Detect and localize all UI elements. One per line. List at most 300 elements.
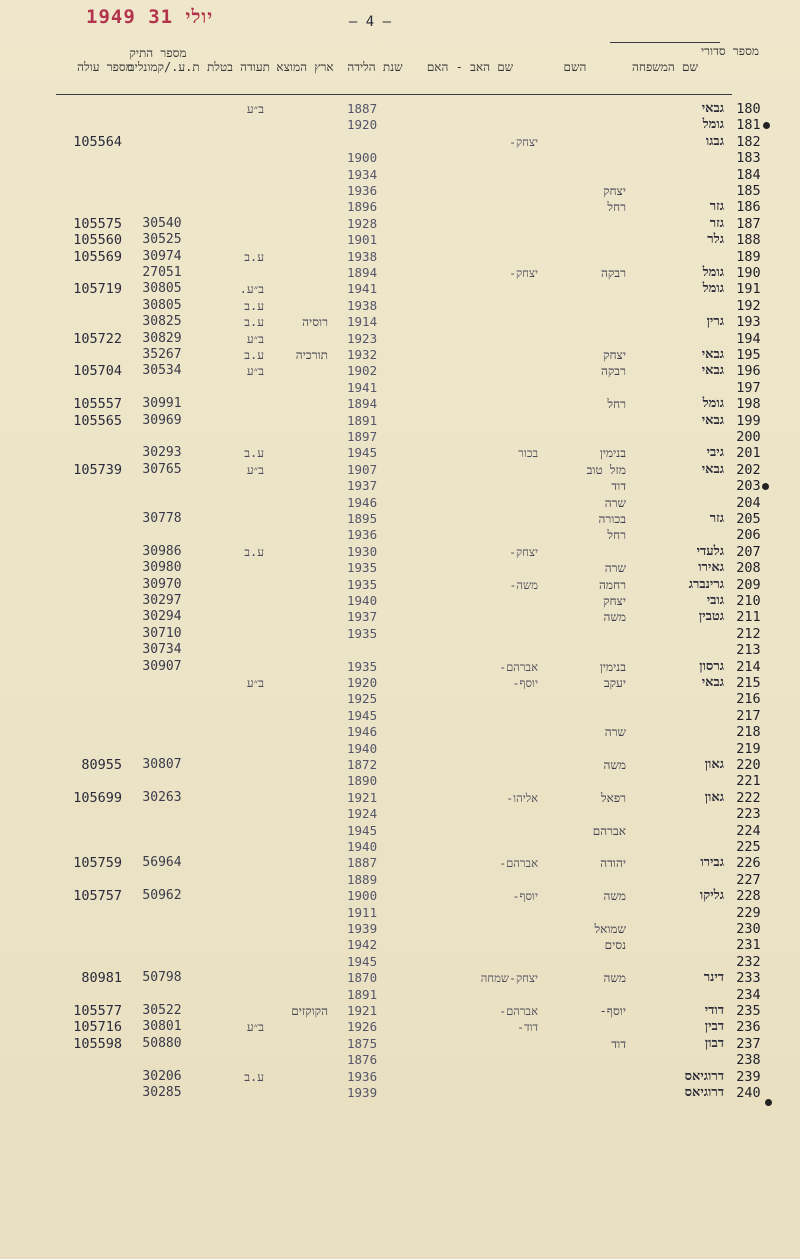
cell-first-name: אברהם xyxy=(592,823,626,838)
table-row xyxy=(0,314,800,330)
cell-certificate: ע.ב xyxy=(244,544,264,559)
table-row xyxy=(0,1052,800,1068)
cell-immigrant-number: 105757 xyxy=(73,888,122,905)
cell-immigrant-number: 105759 xyxy=(73,855,122,872)
cell-family: גטבין xyxy=(698,609,724,625)
cell-father-mother: אברהם- xyxy=(499,856,538,871)
cell-birth-year: 1900 xyxy=(347,150,378,166)
cell-file-number: 50880 xyxy=(142,1035,182,1051)
cell-file-number: 30980 xyxy=(142,560,182,576)
table-row xyxy=(0,216,800,232)
cell-birth-year: 1894 xyxy=(347,396,378,412)
table-row xyxy=(0,232,800,248)
cell-birth-year: 1870 xyxy=(347,970,378,986)
cell-number: 234 xyxy=(736,986,761,1003)
cell-number: 202 xyxy=(736,461,761,478)
cell-number: 211 xyxy=(736,609,761,626)
cell-number: 209 xyxy=(736,576,761,593)
cell-birth-year: 1932 xyxy=(347,347,378,362)
cell-family: גאון xyxy=(704,789,724,805)
table-row xyxy=(0,577,800,593)
col-header-year: שנת הלידה xyxy=(347,60,403,74)
cell-birth-year: 1937 xyxy=(347,478,378,494)
table-row xyxy=(0,855,800,871)
cell-first-name: שרה xyxy=(604,725,626,740)
cell-file-number: 30907 xyxy=(142,658,182,674)
cell-birth-year: 1939 xyxy=(347,1085,378,1100)
cell-file-number: 30522 xyxy=(142,1003,182,1018)
cell-number: 194 xyxy=(736,330,761,347)
cell-family: גבאי xyxy=(701,412,724,428)
cell-number: 190 xyxy=(736,265,761,281)
margin-dot xyxy=(763,122,770,129)
cell-certificate: ע.ב xyxy=(244,348,264,362)
cell-number: 187 xyxy=(736,215,761,232)
table-row xyxy=(0,281,800,297)
cell-family: דרוגיאס xyxy=(684,1085,724,1100)
col-header-father: שם האב - האם xyxy=(426,60,514,74)
cell-number: 218 xyxy=(736,724,761,741)
cell-number: 203 xyxy=(736,478,761,495)
cell-family: גומל xyxy=(702,281,724,297)
cell-file-number: 30825 xyxy=(142,314,182,330)
cell-immigrant-number: 105569 xyxy=(73,248,122,265)
cell-origin: רוסיה xyxy=(302,315,328,330)
cell-number: 197 xyxy=(736,379,761,396)
cell-number: 213 xyxy=(736,642,761,659)
cell-number: 206 xyxy=(736,527,761,544)
cell-birth-year: 1945 xyxy=(347,822,378,838)
table-row xyxy=(0,888,800,904)
cell-number: 191 xyxy=(736,281,761,298)
cell-birth-year: 1928 xyxy=(347,215,378,231)
table-row xyxy=(0,331,800,347)
table-row xyxy=(0,101,800,117)
table-row xyxy=(0,1019,800,1035)
cell-certificate: ב״ע xyxy=(246,462,264,477)
cell-birth-year: 1942 xyxy=(347,937,378,953)
cell-file-number: 30805 xyxy=(142,297,182,313)
table-row xyxy=(0,183,800,199)
cell-number: 201 xyxy=(736,445,761,462)
cell-first-name: רפאל xyxy=(601,790,626,805)
cell-number: 204 xyxy=(736,494,761,511)
cell-first-name: רבקה xyxy=(600,364,626,379)
cell-birth-year: 1946 xyxy=(347,494,378,510)
cell-birth-year: 1894 xyxy=(347,265,378,280)
table-row xyxy=(0,921,800,937)
table-row xyxy=(0,363,800,379)
cell-family: דבין xyxy=(704,1019,724,1035)
cell-father-mother: דוד- xyxy=(517,1020,538,1035)
cell-file-number: 30710 xyxy=(142,625,182,641)
cell-family: דבון xyxy=(704,1035,724,1051)
date-stamp: 1949 יולי 31 xyxy=(86,6,214,28)
table-row xyxy=(0,167,800,183)
cell-father-mother: אליהו- xyxy=(506,790,538,805)
cell-certificate: ב״ע xyxy=(246,1020,264,1035)
cell-birth-year: 1920 xyxy=(347,675,378,690)
cell-family: גבאי xyxy=(701,461,724,477)
table-row xyxy=(0,724,800,740)
cell-number: 225 xyxy=(736,839,761,855)
cell-birth-year: 1936 xyxy=(347,183,378,198)
cell-certificate: ב״ע xyxy=(246,364,264,379)
table-row xyxy=(0,626,800,642)
header-rule-bottom xyxy=(56,94,732,95)
margin-dot xyxy=(762,483,769,490)
cell-first-name: בנימין xyxy=(599,659,626,674)
table-row xyxy=(0,741,800,757)
cell-first-name: שרה xyxy=(604,561,626,576)
cell-number: 193 xyxy=(736,314,761,331)
table-row xyxy=(0,757,800,773)
table-row xyxy=(0,1069,800,1085)
table-row xyxy=(0,134,800,150)
cell-immigrant-number: 105575 xyxy=(73,215,122,232)
table-row xyxy=(0,150,800,166)
cell-birth-year: 1935 xyxy=(347,625,378,641)
cell-family: גומל xyxy=(702,265,724,280)
cell-first-name: משה xyxy=(603,758,626,772)
cell-birth-year: 1887 xyxy=(347,101,378,116)
cell-first-name: יצחק xyxy=(603,184,626,198)
cell-family: גבאי xyxy=(701,675,724,690)
cell-father-mother: יצחק-שמחה xyxy=(480,971,538,986)
cell-certificate: ע.ב xyxy=(244,446,264,461)
cell-file-number: 30778 xyxy=(142,511,182,526)
cell-number: 185 xyxy=(736,183,761,199)
cell-file-number: 35267 xyxy=(142,347,182,362)
cell-first-name: משה xyxy=(603,889,626,904)
cell-birth-year: 1891 xyxy=(347,986,378,1002)
cell-number: 238 xyxy=(736,1052,761,1069)
cell-number: 239 xyxy=(736,1068,761,1085)
cell-file-number: 30297 xyxy=(142,593,182,608)
cell-birth-year: 1902 xyxy=(347,363,378,379)
cell-immigrant-number: 105719 xyxy=(73,281,122,298)
col-header-family: שם המשפחה xyxy=(631,60,698,74)
cell-birth-year: 1876 xyxy=(347,1052,378,1068)
cell-birth-year: 1935 xyxy=(347,658,378,674)
table-row xyxy=(0,806,800,822)
cell-birth-year: 1911 xyxy=(347,904,378,920)
cell-file-number: 30970 xyxy=(142,576,182,592)
cell-family: גזר xyxy=(709,215,724,231)
cell-birth-year: 1930 xyxy=(347,543,378,559)
col-header-file: מספר התיק xyxy=(129,46,187,60)
table-row xyxy=(0,495,800,511)
cell-father-mother: יצחק- xyxy=(509,266,538,280)
cell-family: גיבי xyxy=(706,445,724,461)
cell-family: גליקו xyxy=(699,888,724,904)
cell-number: 183 xyxy=(736,150,761,167)
table-row xyxy=(0,642,800,658)
cell-number: 235 xyxy=(736,1003,761,1019)
cell-number: 216 xyxy=(736,691,761,708)
cell-number: 180 xyxy=(736,101,761,117)
cell-birth-year: 1935 xyxy=(347,560,378,576)
cell-birth-year: 1925 xyxy=(347,691,378,707)
cell-certificate: ב״ע xyxy=(246,676,264,690)
cell-number: 232 xyxy=(736,953,761,970)
cell-file-number: 30765 xyxy=(142,461,182,477)
cell-first-name: יצחק xyxy=(603,594,626,608)
cell-birth-year: 1945 xyxy=(347,953,378,969)
cell-immigrant-number: 105739 xyxy=(73,461,122,478)
table-row xyxy=(0,691,800,707)
cell-number: 200 xyxy=(736,429,761,445)
table-row xyxy=(0,1036,800,1052)
cell-file-number: 30807 xyxy=(142,757,182,772)
col-header-first: השם xyxy=(563,60,587,74)
cell-number: 237 xyxy=(736,1035,761,1052)
table-row xyxy=(0,1085,800,1101)
table-row xyxy=(0,937,800,953)
cell-number: 212 xyxy=(736,625,761,642)
table-row xyxy=(0,1003,800,1019)
cell-family: גזר xyxy=(709,511,724,526)
cell-file-number: 30986 xyxy=(142,543,182,559)
cell-family: גבאי xyxy=(701,363,724,379)
table-row xyxy=(0,675,800,691)
cell-immigrant-number: 105598 xyxy=(73,1035,122,1052)
cell-birth-year: 1941 xyxy=(347,379,378,395)
cell-first-name: רבקה xyxy=(600,266,626,280)
table-row xyxy=(0,544,800,560)
cell-birth-year: 1875 xyxy=(347,1035,378,1051)
cell-birth-year: 1940 xyxy=(347,593,378,608)
cell-first-name: רחמה xyxy=(598,577,626,592)
cell-file-number: 56964 xyxy=(142,855,182,871)
table-row xyxy=(0,708,800,724)
cell-father-mother: יצחק- xyxy=(509,134,538,149)
cell-immigrant-number: 105560 xyxy=(73,232,122,249)
cell-immigrant-number: 105722 xyxy=(73,330,122,347)
cell-first-name: דוד xyxy=(611,479,626,494)
cell-father-mother: אברהם- xyxy=(499,1004,538,1018)
cell-number: 240 xyxy=(736,1085,761,1101)
col-header-origin: ארץ המוצא xyxy=(276,60,334,74)
cell-birth-year: 1926 xyxy=(347,1019,378,1035)
cell-birth-year: 1946 xyxy=(347,724,378,740)
cell-number: 181 xyxy=(736,117,761,134)
table-row xyxy=(0,347,800,363)
cell-first-name: יעקב xyxy=(603,676,626,690)
cell-birth-year: 1900 xyxy=(347,888,378,904)
cell-first-name: דוד xyxy=(611,1036,626,1051)
cell-birth-year: 1897 xyxy=(347,429,378,444)
cell-family: גומל xyxy=(702,117,724,133)
cell-birth-year: 1921 xyxy=(347,789,378,805)
cell-birth-year: 1941 xyxy=(347,281,378,297)
cell-origin: הקוקזים xyxy=(291,1004,328,1018)
cell-birth-year: 1945 xyxy=(347,707,378,723)
cell-family: גבירו xyxy=(700,855,724,871)
cell-father-mother: אברהם- xyxy=(499,659,538,674)
cell-number: 217 xyxy=(736,707,761,724)
cell-first-name: מזל טוב xyxy=(586,462,626,477)
cell-number: 215 xyxy=(736,675,761,691)
cell-immigrant-number: 105699 xyxy=(73,789,122,806)
cell-number: 198 xyxy=(736,396,761,413)
cell-number: 233 xyxy=(736,970,761,987)
cell-number: 220 xyxy=(736,757,761,773)
cell-birth-year: 1901 xyxy=(347,232,378,248)
cell-first-name: בכורה xyxy=(598,512,626,526)
cell-immigrant-number: 80981 xyxy=(81,970,122,987)
col-header-number: מספר סדורי xyxy=(700,44,760,58)
cell-birth-year: 1872 xyxy=(347,757,378,772)
table-row xyxy=(0,511,800,527)
cell-first-name: משה xyxy=(603,971,626,986)
cell-number: 229 xyxy=(736,904,761,921)
cell-number: 228 xyxy=(736,888,761,905)
cell-immigrant-number: 105716 xyxy=(73,1019,122,1036)
cell-number: 231 xyxy=(736,937,761,954)
col-header-immigrant: מספר עולה xyxy=(77,60,133,74)
cell-number: 205 xyxy=(736,511,761,527)
cell-file-number: 30263 xyxy=(142,789,182,805)
cell-number: 184 xyxy=(736,166,761,183)
table-row xyxy=(0,445,800,461)
table-row xyxy=(0,117,800,133)
cell-family: גזר xyxy=(709,199,724,215)
cell-family: גבאי xyxy=(701,101,724,116)
cell-family: גרין xyxy=(706,314,724,330)
cell-family: גבאי xyxy=(701,347,724,362)
header-rule-top xyxy=(610,42,720,43)
cell-certificate: ב״ע xyxy=(246,102,264,116)
table-row xyxy=(0,249,800,265)
cell-immigrant-number: 105565 xyxy=(73,412,122,429)
margin-dot xyxy=(765,1099,772,1106)
cell-birth-year: 1921 xyxy=(347,1003,378,1018)
cell-family: גלר xyxy=(707,232,724,248)
cell-birth-year: 1938 xyxy=(347,297,378,313)
cell-first-name: רחל xyxy=(607,200,626,215)
cell-first-name: שמואל xyxy=(594,922,626,936)
cell-father-mother: יוסף- xyxy=(512,889,538,904)
cell-birth-year: 1887 xyxy=(347,855,378,871)
cell-birth-year: 1895 xyxy=(347,511,378,526)
cell-birth-year: 1896 xyxy=(347,199,378,215)
cell-number: 223 xyxy=(736,806,761,823)
cell-number: 189 xyxy=(736,248,761,265)
cell-certificate: ב״ע xyxy=(246,331,264,346)
cell-immigrant-number: 105704 xyxy=(73,363,122,380)
table-row xyxy=(0,265,800,281)
cell-file-number: 30534 xyxy=(142,363,182,379)
cell-number: 208 xyxy=(736,560,761,577)
cell-family: גומל xyxy=(702,396,724,412)
table-row xyxy=(0,199,800,215)
cell-file-number: 30829 xyxy=(142,330,182,346)
cell-family: גרינברג xyxy=(688,576,724,592)
cell-number: 226 xyxy=(736,855,761,872)
cell-birth-year: 1939 xyxy=(347,921,378,936)
cell-birth-year: 1934 xyxy=(347,166,378,182)
cell-file-number: 50798 xyxy=(142,970,182,986)
page-number: – 4 – xyxy=(348,14,392,30)
cell-number: 199 xyxy=(736,412,761,429)
cell-family: גרסון xyxy=(699,658,724,674)
cell-birth-year: 1891 xyxy=(347,412,378,428)
table-row xyxy=(0,839,800,855)
cell-family: גובי xyxy=(706,593,724,608)
cell-certificate: ב״ע. xyxy=(239,282,264,297)
cell-immigrant-number: 105564 xyxy=(73,133,122,150)
cell-immigrant-number: 80955 xyxy=(81,757,122,773)
table-row xyxy=(0,609,800,625)
table-row xyxy=(0,659,800,675)
table-row xyxy=(0,970,800,986)
cell-first-name: רחל xyxy=(607,528,626,543)
cell-father-mother: משה- xyxy=(509,577,538,592)
cell-file-number: 50962 xyxy=(142,888,182,904)
cell-number: 195 xyxy=(736,347,761,363)
cell-number: 186 xyxy=(736,199,761,216)
cell-birth-year: 1937 xyxy=(347,609,378,625)
cell-number: 214 xyxy=(736,658,761,675)
cell-birth-year: 1936 xyxy=(347,527,378,543)
cell-first-name: שרה xyxy=(604,495,626,510)
table-row xyxy=(0,527,800,543)
cell-birth-year: 1923 xyxy=(347,330,378,346)
cell-family: דודי xyxy=(704,1003,724,1018)
cell-birth-year: 1924 xyxy=(347,806,378,822)
cell-immigrant-number: 105577 xyxy=(73,1003,122,1019)
cell-number: 207 xyxy=(736,543,761,560)
cell-number: 227 xyxy=(736,871,761,888)
cell-father-mother: יצחק- xyxy=(509,544,538,559)
cell-number: 210 xyxy=(736,593,761,609)
table-row xyxy=(0,823,800,839)
cell-father-mother: יוסף- xyxy=(512,676,538,690)
cell-origin: תורכיה xyxy=(295,348,328,362)
cell-first-name: יוסף- xyxy=(599,1004,626,1018)
col-header-certificate: תעודה בטלת ת.ע./קמונלים xyxy=(127,60,270,74)
cell-immigrant-number: 105557 xyxy=(73,396,122,413)
table-row xyxy=(0,478,800,494)
cell-file-number: 30991 xyxy=(142,396,182,412)
table-row xyxy=(0,560,800,576)
cell-first-name: יצחק xyxy=(603,348,626,362)
cell-birth-year: 1936 xyxy=(347,1068,378,1084)
cell-family: גאון xyxy=(704,757,724,772)
cell-birth-year: 1940 xyxy=(347,740,378,756)
cell-first-name: בנימין xyxy=(599,446,626,461)
cell-certificate: ע.ב xyxy=(244,1069,264,1084)
cell-file-number: 30969 xyxy=(142,412,182,428)
cell-number: 219 xyxy=(736,740,761,757)
cell-birth-year: 1920 xyxy=(347,117,378,133)
cell-number: 182 xyxy=(736,133,761,150)
table-row xyxy=(0,773,800,789)
table-row xyxy=(0,429,800,445)
cell-first-name: משה xyxy=(603,610,626,625)
cell-file-number: 30540 xyxy=(142,215,182,231)
cell-number: 221 xyxy=(736,773,761,790)
table-row xyxy=(0,380,800,396)
cell-file-number: 30974 xyxy=(142,248,182,264)
cell-birth-year: 1938 xyxy=(347,248,378,264)
cell-father-mother: בכור xyxy=(518,446,538,461)
cell-file-number: 30734 xyxy=(142,642,182,658)
cell-number: 230 xyxy=(736,921,761,937)
cell-birth-year: 1914 xyxy=(347,314,378,330)
table-row xyxy=(0,954,800,970)
